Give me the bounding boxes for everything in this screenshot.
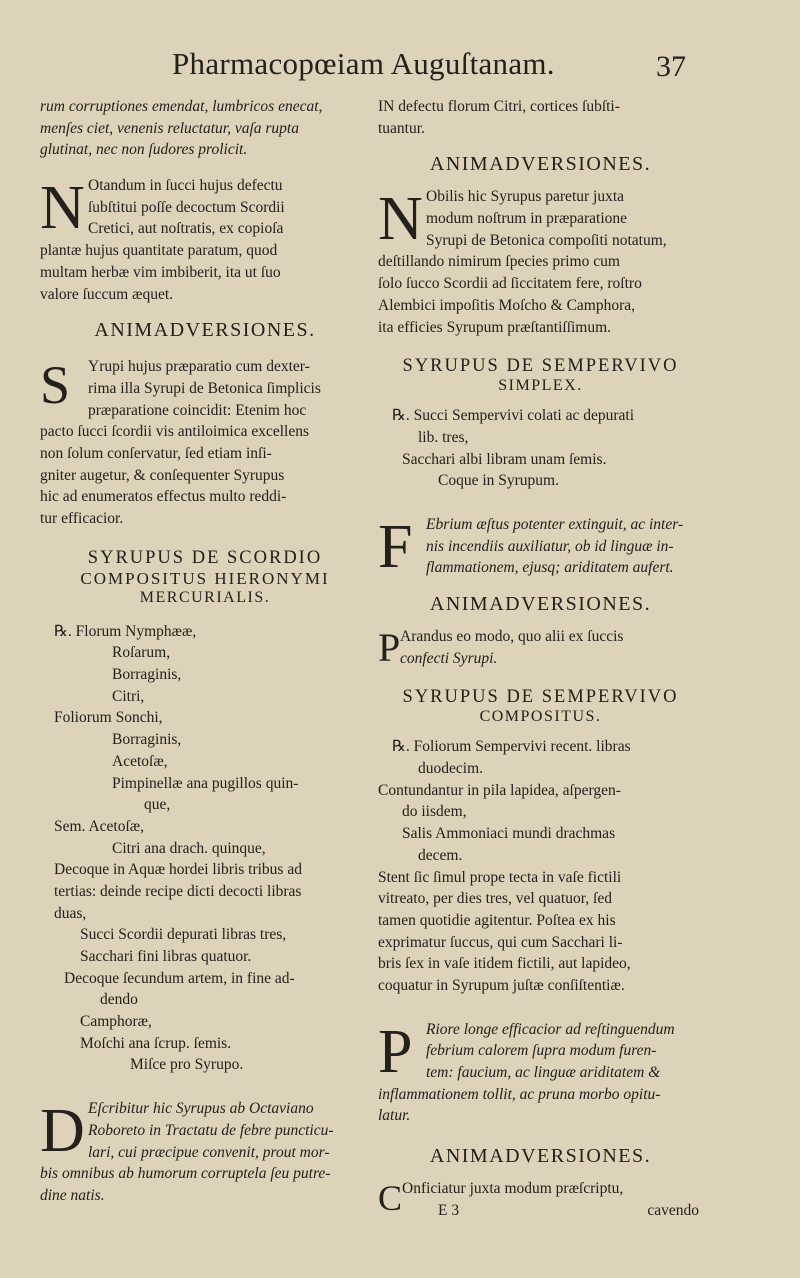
- drop-cap: N: [378, 185, 423, 254]
- text-line: Ebrium æſtus potenter extinguit, ac inter-: [426, 515, 684, 533]
- drop-cap: D: [40, 1097, 85, 1166]
- text-line: pacto ſucci ſcordii vis antiloimica excellens: [40, 423, 310, 441]
- text-line: dine natis.: [40, 1186, 105, 1204]
- recipe-title: SYRUPUS DE SEMPERVIVO: [402, 687, 679, 708]
- recipe-line: dendo: [100, 991, 138, 1009]
- text-line: Alembici impoſitis Moſcho & Camphora,: [378, 296, 636, 314]
- text-line: tamen quotidie agitentur. Poſtea ex his: [378, 911, 616, 929]
- recipe-line: Foliorum Sonchi,: [54, 709, 163, 727]
- text-line: nis incendiis auxiliatur, ob id linguæ in-: [426, 537, 674, 555]
- recipe-title: COMPOSITUS HIERONYMI: [80, 568, 330, 588]
- text-line: plantæ hujus quantitate paratum, quod: [40, 242, 278, 260]
- recipe-subtitle: MERCURIALIS.: [139, 588, 271, 606]
- paragraph: [378, 626, 703, 669]
- recipe-line: ℞. Florum Nymphææ,: [54, 622, 197, 640]
- catchword: cavendo: [647, 1201, 699, 1219]
- drop-cap: S: [40, 355, 71, 416]
- recipe-line: Sem. Acetoſæ,: [54, 817, 144, 835]
- text-line: Riore longe efficacior ad reſtinguendum: [426, 1020, 675, 1038]
- recipe-line: Sacchari fini libras quatuor.: [80, 948, 252, 965]
- text-line: multam herbæ vim imbiberit, ita ut ſuo: [40, 263, 281, 281]
- text-line: non ſolum conſervatur, ſed etiam inſi-: [40, 444, 272, 462]
- recipe-line: ℞. Succi Sempervivi colati ac depurati: [392, 407, 635, 425]
- text-line: Roboreto in Tractatu de febre puncticu-: [88, 1121, 334, 1139]
- text-line: tur efficacior.: [40, 510, 124, 527]
- recipe-line: Salis Ammoniaci mundi drachmas: [402, 825, 616, 843]
- text-line: præparatione coincidit: Etenim hoc: [88, 401, 307, 419]
- recipe-line: Citri ana drach. quinque,: [112, 839, 266, 857]
- recipe-line: Succi Scordii depurati libras tres,: [80, 926, 287, 944]
- text-line: inflammationem tollit, ac pruna morbo opitu-: [378, 1085, 661, 1103]
- recipe-line: Citri,: [112, 687, 145, 705]
- paragraph: [378, 1019, 703, 1127]
- paragraph: [378, 514, 703, 579]
- recipe-line: Borraginis,: [112, 666, 182, 684]
- text-line: lari, cui præcipue convenit, prout mor-: [88, 1143, 330, 1161]
- recipe-line: do iisdem,: [402, 803, 467, 821]
- signature-mark: E 3: [438, 1201, 460, 1219]
- recipe-line: Coque in Syrupum.: [438, 472, 559, 490]
- text-line: coquatur in Syrupum juſtæ conſiſtentiæ.: [378, 976, 625, 994]
- recipe-subtitle: SIMPLEX.: [498, 377, 583, 395]
- text-line: ſolo ſucco Scordii ad ſiccitatem fere, roſtro: [378, 275, 642, 293]
- recipe-line: decem.: [418, 846, 463, 864]
- recipe-line: Decoque ſecundum artem, in fine ad-: [64, 969, 295, 987]
- text-line: Syrupi de Betonica compoſiti notatum,: [426, 231, 667, 249]
- text-line: febrium calorem ſupra modum furen-: [426, 1042, 657, 1060]
- recipe-line: duodecim.: [418, 760, 483, 778]
- text-line: tuantur.: [378, 119, 425, 137]
- recipe-line: Contundantur in pila lapidea, aſpergen-: [378, 781, 621, 799]
- recipe-line: Moſchi ana ſcrup. ſemis.: [80, 1034, 232, 1052]
- text-line: rum corruptiones emendat, lumbricos enecat,: [40, 98, 323, 115]
- section-heading: ANIMADVERSIONES.: [429, 153, 652, 176]
- recipe-title: SYRUPUS DE SEMPERVIVO: [402, 356, 679, 377]
- text-line: Onficiatur juxta modum præſcriptu,: [402, 1180, 624, 1198]
- paragraph: [378, 186, 703, 338]
- recipe-title: SYRUPUS DE SCORDIO: [87, 547, 323, 568]
- text-line: Eſcribitur hic Syrupus ab Octaviano: [88, 1100, 314, 1118]
- paragraph: [40, 1098, 370, 1206]
- page-number: 37: [656, 50, 686, 83]
- drop-cap: N: [40, 174, 85, 243]
- text-line: Obilis hic Syrupus paretur juxta: [426, 188, 625, 206]
- drop-cap: C: [378, 1178, 403, 1219]
- footer-line: [378, 1200, 703, 1222]
- text-line: valore ſuccum æquet.: [40, 285, 173, 303]
- recipe-line: ℞. Foliorum Sempervivi recent. libras: [392, 738, 631, 756]
- text-line: IN defectu florum Citri, cortices ſubſti-: [378, 98, 620, 115]
- text-line: vitreato, per dies tres, vel quatuor, ſed: [378, 890, 612, 908]
- recipe-line: Sacchari albi libram unam ſemis.: [402, 450, 607, 468]
- recipe-line: lib. tres,: [418, 428, 469, 446]
- drop-cap: P: [378, 1017, 413, 1086]
- drop-cap: P: [378, 625, 401, 670]
- text-line: bis omnibus ab humorum corruptela ſeu putre-: [40, 1165, 331, 1183]
- text-line: gniter augetur, & conſequenter Syrupus: [40, 466, 285, 484]
- text-line: rima illa Syrupi de Betonica ſimplicis: [88, 379, 321, 397]
- header-title: Pharmacopœiam Auguſtanam.: [172, 46, 555, 81]
- text-line: confecti Syrupi.: [400, 649, 498, 667]
- text-line: glutinat, nec non ſudores prolicit.: [40, 141, 248, 159]
- recipe-line: Borraginis,: [112, 731, 182, 749]
- text-line: hic ad enumeratos effectus multo reddi-: [40, 488, 287, 506]
- text-line: exprimatur ſuccus, qui cum Sacchari li-: [378, 933, 623, 951]
- section-heading: ANIMADVERSIONES.: [429, 1145, 652, 1168]
- text-line: Otandum in ſucci hujus defectu: [88, 177, 283, 195]
- text-line: ita efficies Syrupum præſtantiſſimum.: [378, 318, 612, 336]
- recipe-line: Camphoræ,: [80, 1013, 152, 1031]
- text-line: deſtillando nimirum ſpecies primo cum: [378, 253, 620, 271]
- section-heading: ANIMADVERSIONES.: [429, 593, 652, 615]
- recipe-line: Decoque in Aquæ hordei libris tribus ad: [54, 861, 302, 879]
- text-line: Stent ſic ſimul prope tecta in vaſe fictili: [378, 868, 622, 886]
- paragraph: [40, 175, 370, 305]
- recipe-subtitle: COMPOSITUS.: [479, 708, 602, 726]
- text-line: flammationem, ejusq; ariditatem aufert.: [426, 559, 674, 577]
- text-line: bris ſex in vaſe itidem fictili, aut lapideo,: [378, 955, 631, 973]
- recipe-line: Acetoſæ,: [112, 752, 168, 770]
- paragraph: [40, 356, 370, 530]
- recipe-line: duas,: [54, 904, 87, 922]
- text-line: menſes ciet, venenis reluctatur, vaſa rupta: [40, 119, 299, 137]
- drop-cap: F: [378, 512, 413, 581]
- running-header: [0, 46, 800, 96]
- text-line: tem: faucium, ac linguæ ariditatem &: [426, 1064, 661, 1081]
- recipe-line: Miſce pro Syrupo.: [130, 1056, 244, 1074]
- left-column: [40, 96, 370, 1207]
- recipe-line: Pimpinellæ ana pugillos quin-: [112, 774, 299, 792]
- text-line: latur.: [378, 1107, 411, 1125]
- text-line: Yrupi hujus præparatio cum dexter-: [88, 358, 310, 376]
- text-line: Arandus eo modo, quo alii ex ſuccis: [400, 628, 624, 645]
- recipe-line: tertias: deinde recipe dicti decocti libras: [54, 882, 302, 900]
- recipe-line: Roſarum,: [112, 644, 171, 662]
- section-heading: ANIMADVERSIONES.: [94, 319, 316, 342]
- text-line: Cretici, aut noſtratis, ex copioſa: [88, 220, 284, 238]
- paragraph: [378, 1178, 703, 1222]
- text-line: modum noſtrum in præparatione: [426, 210, 628, 228]
- text-line: ſubſtitui poſſe decoctum Scordii: [88, 198, 285, 216]
- recipe-line: que,: [144, 796, 171, 814]
- right-column: [378, 96, 703, 1222]
